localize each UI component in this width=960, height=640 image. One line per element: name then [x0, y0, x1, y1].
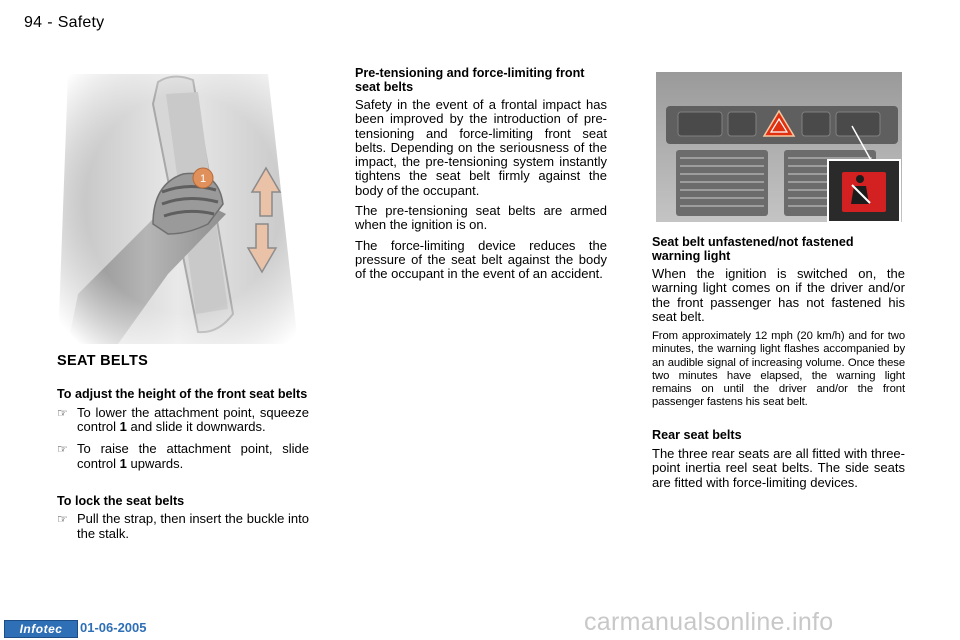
- header-separator: -: [47, 14, 53, 31]
- infotec-logo: Infotec: [4, 620, 78, 638]
- lower-text-after: and slide it downwards.: [126, 419, 266, 435]
- raise-text-after: upwards.: [126, 455, 184, 471]
- pointing-hand-icon: ☞: [57, 405, 68, 420]
- heading-rear-belts: Rear seat belts: [652, 428, 742, 443]
- seatbelt-height-adjuster-illustration: [58, 64, 308, 344]
- section-title: Safety: [57, 14, 105, 31]
- heading-adjust-height: To adjust the height of the front seat belts: [57, 387, 308, 402]
- list-item-raise: [57, 442, 309, 471]
- pull-strap-text: Pull the strap, then insert the buckle into the stalk.: [77, 511, 309, 541]
- page-number: 94: [24, 14, 43, 31]
- column-warning-light: [652, 236, 905, 496]
- paragraph: The pre-tensioning seat belts are armed when the ignition is on.: [355, 203, 607, 233]
- control-ref: 1: [119, 419, 127, 435]
- heading-pretensioning: Pre-tensioning and force-limiting front seat belts: [355, 66, 585, 94]
- page-header: [24, 14, 104, 32]
- paragraph: Safety in the event of a frontal impact has been improved by the introduction of pre-tensioning and force-limiting front seat belts. Depending on the seriousness of the impact, the pre-tensioning system instantly tightens the seat belt firmly against the body of the occupant.: [355, 97, 607, 198]
- watermark: carmanualsonline.info: [584, 608, 834, 636]
- paragraph-small: From approximately 12 mph (20 km/h) and for two minutes, the warning light flashes accompanied by an audible signal of increasing volume. Once these two minutes have elapsed, the warning light remains on until the driver and/or the front passenger fastens his seat belt.: [652, 330, 905, 409]
- control-ref: 1: [119, 455, 127, 471]
- paragraph: The force-limiting device reduces the pressure of the seat belt against the body of the occupant in the event of an accident.: [355, 237, 607, 282]
- footer-date: 01-06-2005: [80, 620, 147, 635]
- paragraph: The three rear seats are all fitted with three-point inertia reel seat belts. The side seats are fitted with force-limiting devices.: [652, 445, 905, 490]
- list-item-pull-strap: [57, 512, 309, 541]
- column-pretensioning: [355, 67, 607, 288]
- lower-text-before: To lower the attachment point, squeeze control: [77, 404, 309, 435]
- pointing-hand-icon: ☞: [57, 442, 68, 457]
- seatbelt-warning-icon: [828, 160, 900, 222]
- dashboard-warning-light-illustration: [652, 66, 907, 228]
- column-seat-belts: [57, 340, 309, 549]
- raise-text-before: To raise the attachment point, slide control: [77, 441, 309, 471]
- pointing-hand-icon: ☞: [57, 512, 68, 527]
- heading-warning-light: Seat belt unfastened/not fastened warning light: [652, 235, 854, 263]
- heading-lock-belts: To lock the seat belts: [57, 493, 185, 508]
- list-item-lower: [57, 406, 309, 435]
- paragraph: When the ignition is switched on, the warning light comes on if the driver and/or the front passenger has not fastened his seat belt.: [652, 266, 905, 324]
- section-heading-seat-belts: SEAT BELTS: [57, 353, 149, 369]
